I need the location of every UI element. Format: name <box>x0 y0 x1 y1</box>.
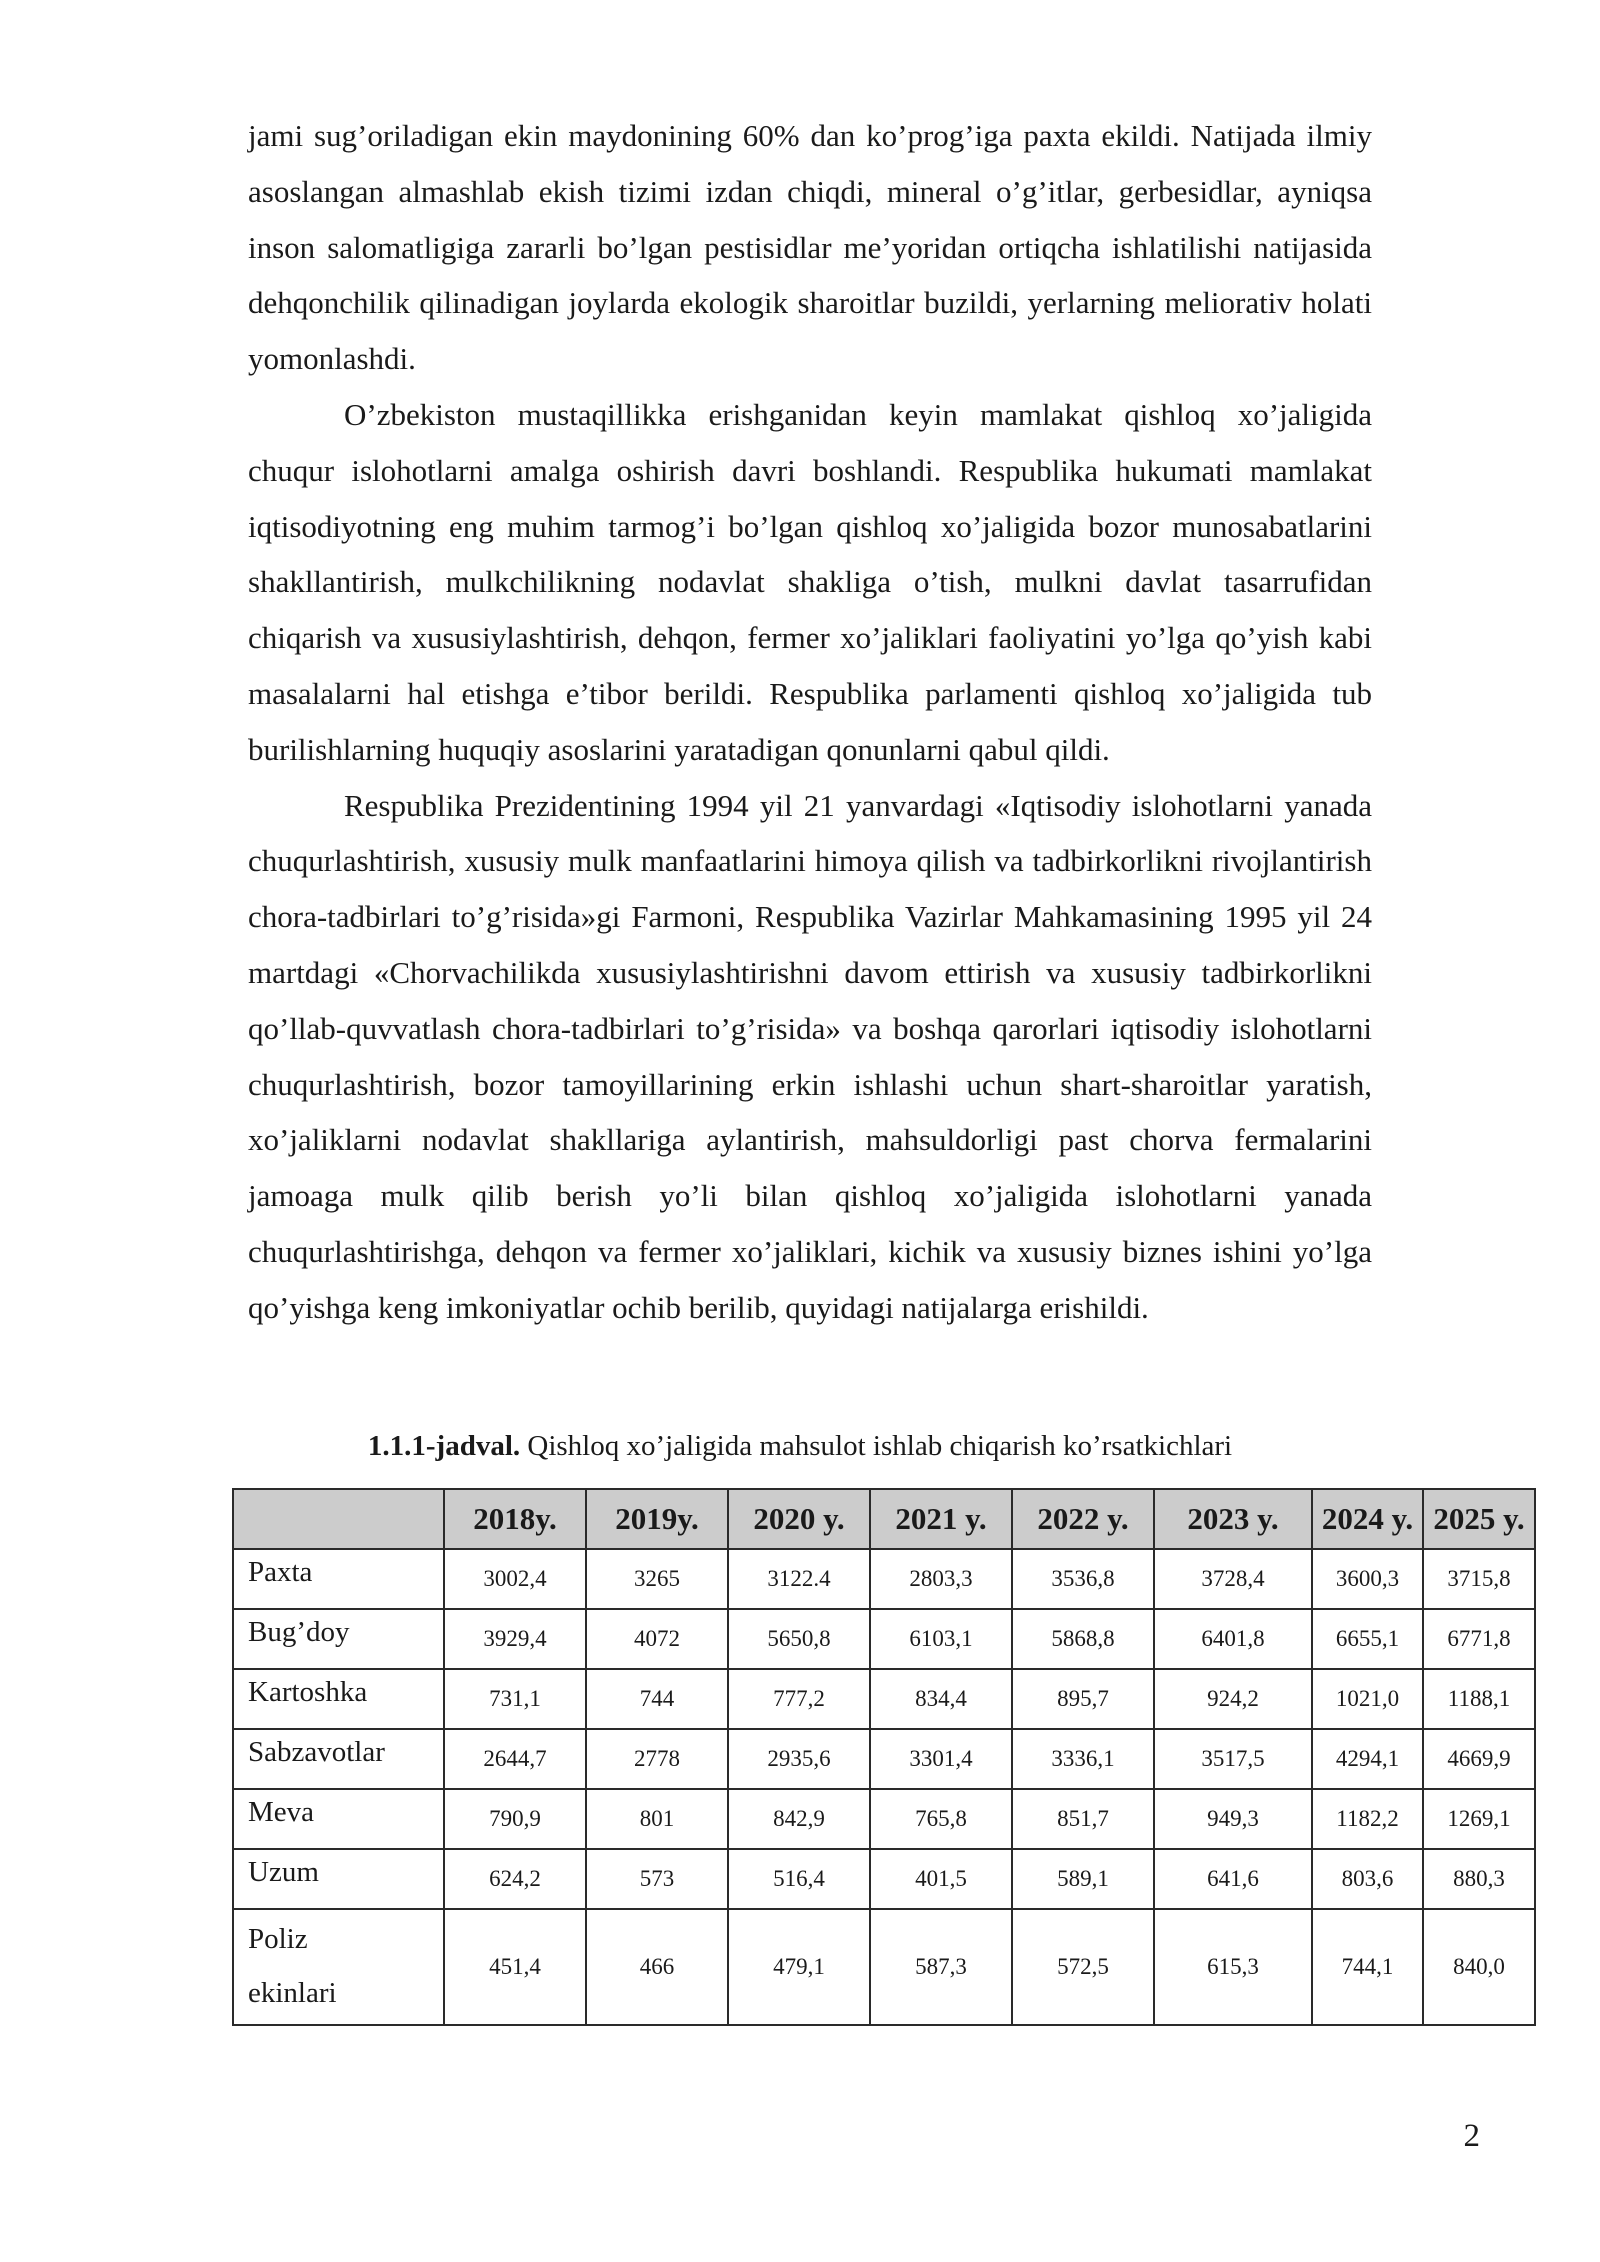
table-cell: 516,4 <box>728 1849 870 1909</box>
row-label <box>233 1909 444 2025</box>
production-table <box>232 1488 1536 2026</box>
table-cell: 765,8 <box>870 1789 1012 1849</box>
table-cell: 587,3 <box>870 1909 1012 2025</box>
table-cell: 744 <box>586 1669 728 1729</box>
table-cell: 6771,8 <box>1423 1609 1535 1669</box>
table-cell: 2803,3 <box>870 1549 1012 1609</box>
table-caption <box>0 1426 1600 1466</box>
table-cell: 3336,1 <box>1012 1729 1154 1789</box>
table-cell: 2644,7 <box>444 1729 586 1789</box>
table-cell: 4072 <box>586 1609 728 1669</box>
table-cell: 589,1 <box>1012 1849 1154 1909</box>
row-label: Bug’doy <box>233 1609 444 1669</box>
table-row <box>233 1549 1535 1609</box>
table-row <box>233 1909 1535 2025</box>
table-row <box>233 1729 1535 1789</box>
table-cell: 451,4 <box>444 1909 586 2025</box>
header-cell-year: 2019y. <box>586 1489 728 1549</box>
table-cell: 479,1 <box>728 1909 870 2025</box>
table-cell: 851,7 <box>1012 1789 1154 1849</box>
row-label-line: Poliz <box>248 1923 308 1955</box>
paragraph: jami sug’oriladigan ekin maydonining 60% dan ko’prog’iga paxta ekildi. Natijada ilmiy asoslangan almashlab ekish tizimi izdan chiqdi, mineral o’g’itlar, gerbesidlar, ayniqsa inson salomatligiga zararli bo’lgan pestisidlar me’yoridan ortiqcha ishlatilishi natijasida dehqonchilik qilinadigan joylarda ekologik sharoitlar buzildi, yerlarning meliorativ holati yomonlashdi. <box>248 118 1372 377</box>
table-cell: 949,3 <box>1154 1789 1312 1849</box>
row-label: Kartoshka <box>233 1669 444 1729</box>
table-cell: 401,5 <box>870 1849 1012 1909</box>
table-cell: 3536,8 <box>1012 1549 1154 1609</box>
table-cell: 3517,5 <box>1154 1729 1312 1789</box>
header-cell-year: 2025 y. <box>1423 1489 1535 1549</box>
table-cell: 1021,0 <box>1312 1669 1423 1729</box>
table-cell: 840,0 <box>1423 1909 1535 2025</box>
table-caption-number: 1.1.1-jadval. <box>367 1430 521 1462</box>
table-cell: 641,6 <box>1154 1849 1312 1909</box>
table-cell: 895,7 <box>1012 1669 1154 1729</box>
table-cell: 1269,1 <box>1423 1789 1535 1849</box>
page-number: 2 <box>1463 2118 1480 2154</box>
body-text <box>248 108 1372 1336</box>
table-cell: 801 <box>586 1789 728 1849</box>
table-cell: 3301,4 <box>870 1729 1012 1789</box>
table-cell: 4669,9 <box>1423 1729 1535 1789</box>
table-cell: 6401,8 <box>1154 1609 1312 1669</box>
paragraph: Respublika Prezidentining 1994 yil 21 yanvardagi «Iqtisodiy islohotlarni yanada chuqurlashtirish, xususiy mulk manfaatlarini himoya qilish va tadbirkorlikni rivojlantirish chora-tadbirlari to’g’risida»gi Farmoni, Respublika Vazirlar Mahkamasining 1995 yil 24 martdagi «Chorvachilikda xususiylashtirishni davom ettirish va xususiy tadbirkorlikni qo’llab-quvvatlash chora-tadbirlari to’g’risida» va boshqa qarorlari iqtisodiy islohotlarni chuqurlashtirish, bozor tamoyillarining erkin ishlashi uchun shart-sharoitlar yaratish, xo’jaliklarni nodavlat shakllariga aylantirish, mahsuldorligi past chorva fermalarini jamoaga mulk qilib berish yo’li bilan qishloq xo’jaligida islohotlarni yanada chuqurlashtirishga, dehqon va fermer xo’jaliklari, kichik va xususiy biznes ishini yo’lga qo’yishga keng imkoniyatlar ochib berilib, quyidagi natijalarga erishildi. <box>248 787 1372 1325</box>
row-label-line: ekinlari <box>248 1977 337 2009</box>
table-row <box>233 1849 1535 1909</box>
table-cell: 3002,4 <box>444 1549 586 1609</box>
row-label: Uzum <box>233 1849 444 1909</box>
header-cell-year: 2024 y. <box>1312 1489 1423 1549</box>
table-cell: 3600,3 <box>1312 1549 1423 1609</box>
table-cell: 842,9 <box>728 1789 870 1849</box>
table-cell: 1188,1 <box>1423 1669 1535 1729</box>
table-cell: 6103,1 <box>870 1609 1012 1669</box>
table-cell: 3715,8 <box>1423 1549 1535 1609</box>
header-cell-year: 2023 y. <box>1154 1489 1312 1549</box>
row-label: Meva <box>233 1789 444 1849</box>
table-cell: 466 <box>586 1909 728 2025</box>
table-cell: 744,1 <box>1312 1909 1423 2025</box>
table-cell: 924,2 <box>1154 1669 1312 1729</box>
table-header-row <box>233 1489 1535 1549</box>
table-cell: 615,3 <box>1154 1909 1312 2025</box>
table-cell: 2935,6 <box>728 1729 870 1789</box>
paragraph: O’zbekiston mustaqillikka erishganidan keyin mamlakat qishloq xo’jaligida chuqur islohotlarni amalga oshirish davri boshlandi. Respublika hukumati mamlakat iqtisodiyotning eng muhim tarmog’i bo’lgan qishloq xo’jaligida bozor munosabatlarini shakllantirish, mulkchilikning nodavlat shakliga o’tish, mulkni davlat tasarrufidan chiqarish va xususiylashtirish, dehqon, fermer xo’jaliklari faoliyatini yo’lga qo’yish kabi masalalarni hal etishga e’tibor berildi. Respublika parlamenti qishloq xo’jaligida tub burilishlarning huquqiy asoslarini yaratadigan qonunlarni qabul qildi. <box>248 396 1372 767</box>
table-cell: 5650,8 <box>728 1609 870 1669</box>
table-row <box>233 1609 1535 1669</box>
table-cell: 880,3 <box>1423 1849 1535 1909</box>
table-cell: 6655,1 <box>1312 1609 1423 1669</box>
table-cell: 777,2 <box>728 1669 870 1729</box>
table-caption-text: Qishloq xo’jaligida mahsulot ishlab chiqarish ko’rsatkichlari <box>520 1430 1233 1462</box>
table-cell: 2778 <box>586 1729 728 1789</box>
row-label: Sabzavotlar <box>233 1729 444 1789</box>
header-cell-year: 2018y. <box>444 1489 586 1549</box>
header-cell-year: 2021 y. <box>870 1489 1012 1549</box>
header-cell-empty <box>233 1489 444 1549</box>
table-cell: 3728,4 <box>1154 1549 1312 1609</box>
table-cell: 5868,8 <box>1012 1609 1154 1669</box>
header-cell-year: 2022 y. <box>1012 1489 1154 1549</box>
row-label: Paxta <box>233 1549 444 1609</box>
table-cell: 731,1 <box>444 1669 586 1729</box>
table-cell: 3122.4 <box>728 1549 870 1609</box>
header-cell-year: 2020 y. <box>728 1489 870 1549</box>
table-cell: 573 <box>586 1849 728 1909</box>
table-row <box>233 1789 1535 1849</box>
table-cell: 803,6 <box>1312 1849 1423 1909</box>
table-cell: 572,5 <box>1012 1909 1154 2025</box>
table-cell: 1182,2 <box>1312 1789 1423 1849</box>
table-cell: 3929,4 <box>444 1609 586 1669</box>
table-cell: 790,9 <box>444 1789 586 1849</box>
table-cell: 4294,1 <box>1312 1729 1423 1789</box>
table-cell: 624,2 <box>444 1849 586 1909</box>
table-cell: 834,4 <box>870 1669 1012 1729</box>
table-row <box>233 1669 1535 1729</box>
table-cell: 3265 <box>586 1549 728 1609</box>
